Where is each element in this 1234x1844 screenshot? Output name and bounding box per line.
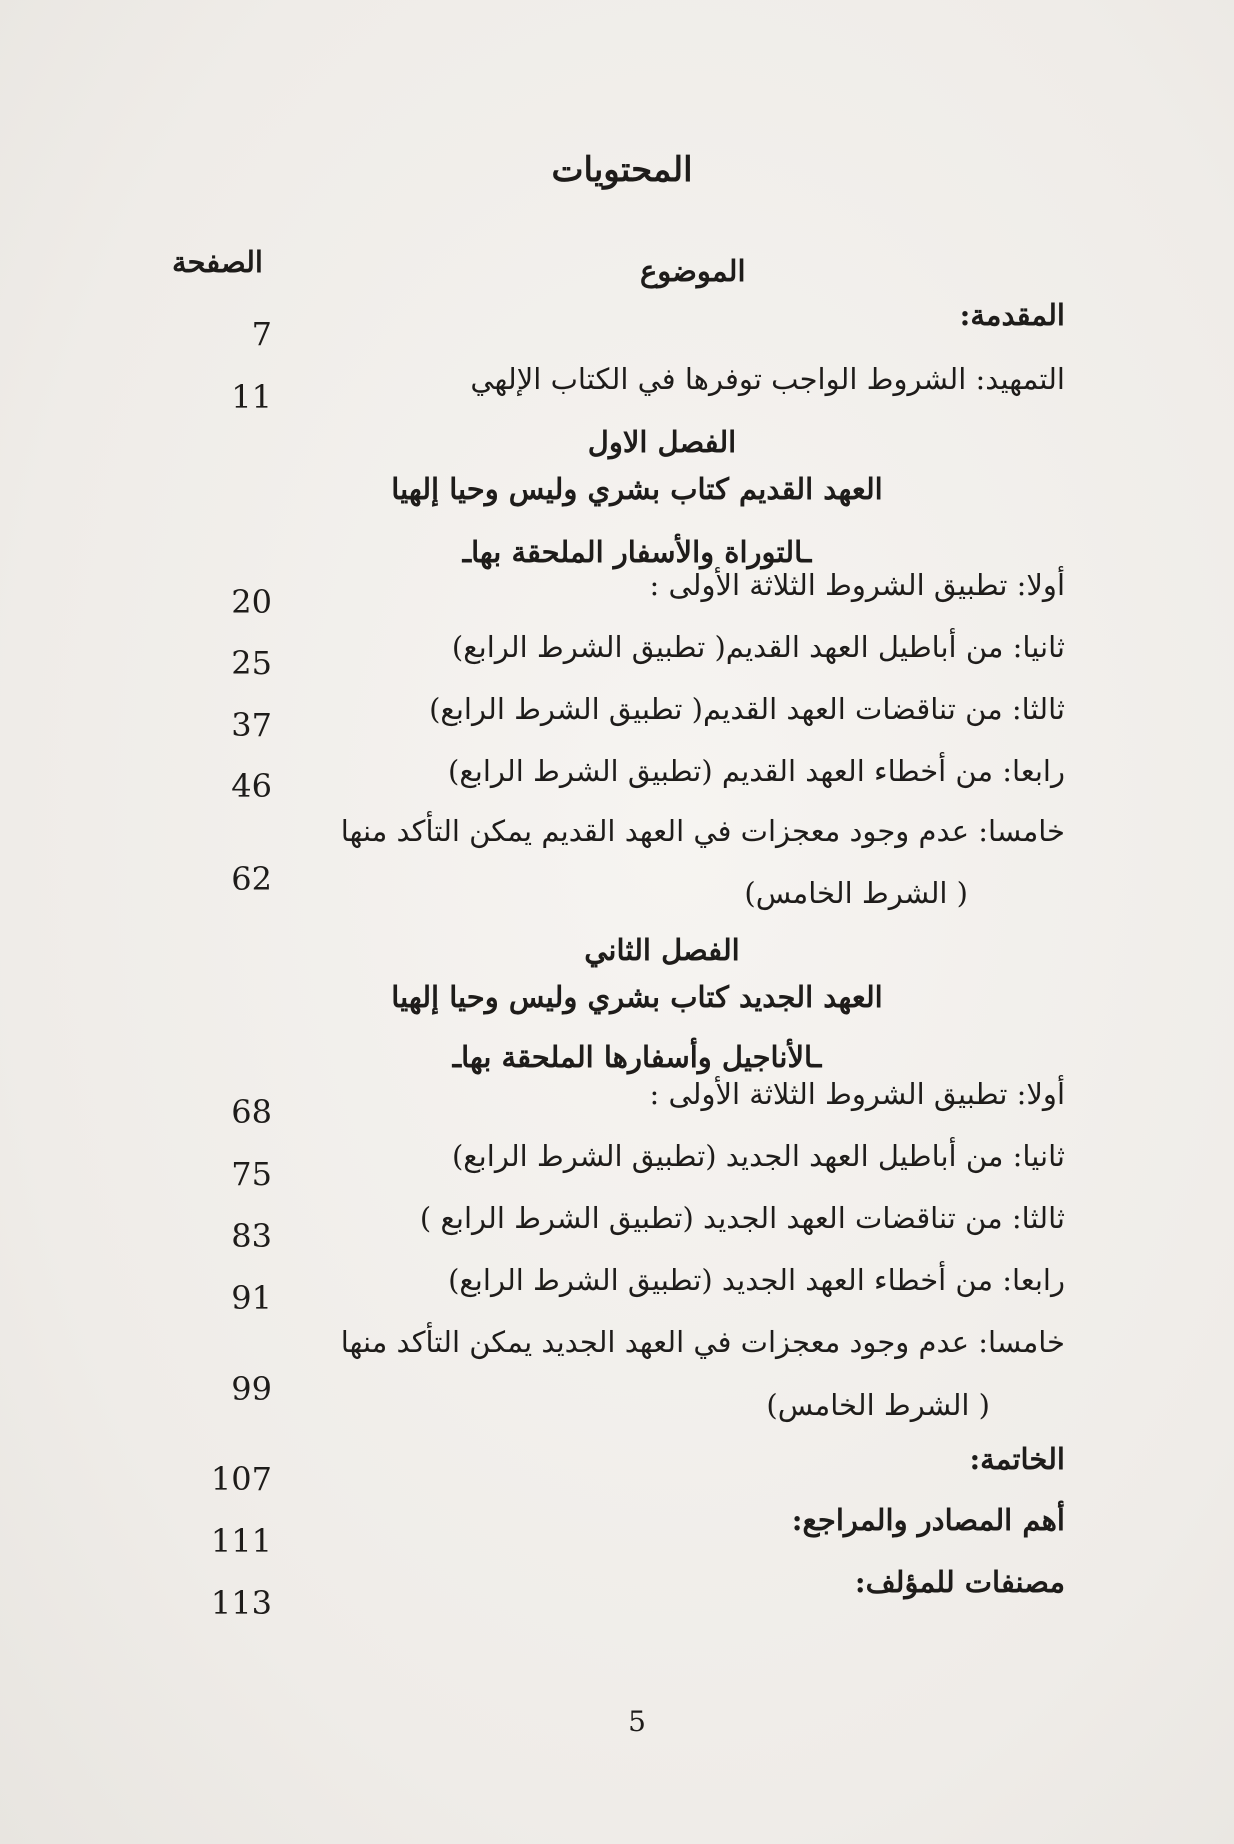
toc-page-conclusion: 107 (210, 1460, 272, 1498)
toc-entry: أولا: تطبيق الشروط الثلاثة الأولى : (649, 568, 1065, 602)
topic-column-header: الموضوع (640, 254, 746, 288)
toc-entry: ثانيا: من أباطيل العهد القديم( تطبيق الشرط الرابع) (451, 630, 1065, 664)
toc-page: 46 (231, 767, 272, 805)
toc-entry-sources: أهم المصادر والمراجع: (791, 1503, 1065, 1537)
chapter-2-heading: الفصل الثاني (584, 933, 740, 967)
chapter-1-subtitle: ـالتوراة والأسفار الملحقة بهاـ (462, 535, 812, 569)
toc-entry-prelude: التمهيد: الشروط الواجب توفرها في الكتاب الإلهي (470, 362, 1065, 396)
toc-page-prelude: 11 (231, 378, 272, 416)
page-number: 5 (628, 1705, 646, 1738)
toc-page: 75 (231, 1155, 272, 1193)
toc-entry: أولا: تطبيق الشروط الثلاثة الأولى : (649, 1077, 1065, 1111)
toc-page: 99 (231, 1370, 272, 1408)
toc-entry: رابعا: من أخطاء العهد القديم (تطبيق الشرط الرابع) (448, 754, 1065, 788)
toc-page: 91 (231, 1279, 272, 1317)
chapter-1-heading: الفصل الاول (587, 425, 737, 459)
toc-page-works: 113 (210, 1584, 272, 1622)
toc-entry-continuation: ( الشرط الخامس) (744, 876, 968, 910)
toc-entry: خامسا: عدم وجود معجزات في العهد القديم يمكن التأكد منها (340, 814, 1065, 848)
toc-page: 37 (231, 706, 272, 744)
toc-page-intro: 7 (251, 315, 272, 353)
toc-entry-continuation: ( الشرط الخامس) (766, 1388, 990, 1422)
page-title: المحتويات (551, 150, 693, 190)
chapter-2-title: العهد الجديد كتاب بشري وليس وحيا إلهيا (391, 980, 883, 1014)
toc-entry-intro: المقدمة: (959, 298, 1065, 332)
toc-entry: ثانيا: من أباطيل العهد الجديد (تطبيق الشرط الرابع) (451, 1139, 1065, 1173)
toc-page: 25 (231, 644, 272, 682)
toc-entry-conclusion: الخاتمة: (969, 1442, 1065, 1476)
toc-entry-works: مصنفات للمؤلف: (854, 1565, 1065, 1599)
toc-page: 68 (231, 1093, 272, 1131)
toc-page-sources: 111 (210, 1522, 272, 1560)
toc-page: 62 (231, 860, 272, 898)
toc-entry: ثالثا: من تناقضات العهد القديم( تطبيق الشرط الرابع) (429, 692, 1065, 726)
toc-page: 20 (231, 583, 272, 621)
toc-entry: رابعا: من أخطاء العهد الجديد (تطبيق الشرط الرابع) (448, 1263, 1065, 1297)
page-column-header: الصفحة (172, 245, 263, 279)
toc-entry: خامسا: عدم وجود معجزات في العهد الجديد يمكن التأكد منها (340, 1325, 1065, 1359)
chapter-1-title: العهد القديم كتاب بشري وليس وحيا إلهيا (391, 472, 883, 506)
toc-page: 83 (231, 1217, 272, 1255)
toc-entry: ثالثا: من تناقضات العهد الجديد (تطبيق الشرط الرابع ) (419, 1201, 1065, 1235)
chapter-2-subtitle: ـالأناجيل وأسفارها الملحقة بهاـ (452, 1040, 822, 1074)
